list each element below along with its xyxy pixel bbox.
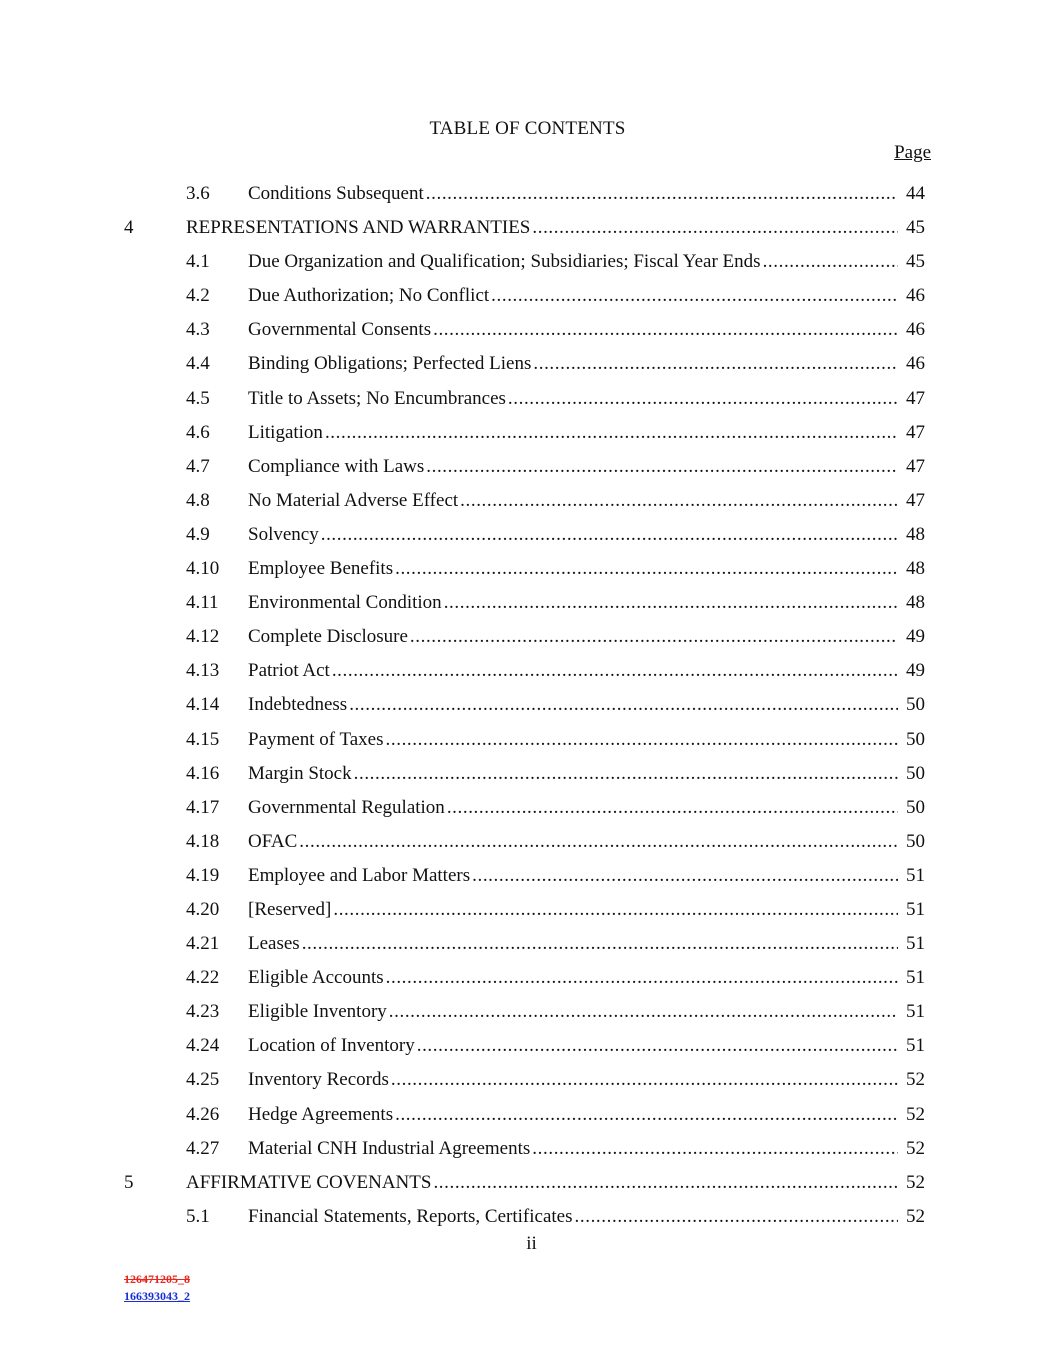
toc-entry-number: 4.21 xyxy=(186,933,220,955)
toc-entry-number: 4.6 xyxy=(186,421,210,443)
toc-entry-title-line xyxy=(248,893,898,927)
toc-entry-number: 4.16 xyxy=(186,762,220,784)
toc-entry-number: 4.7 xyxy=(186,455,210,477)
toc-entry-title-line xyxy=(248,450,898,484)
toc-entry-title: Due Organization and Qualification; Subsidiaries; Fiscal Year Ends xyxy=(248,251,761,273)
toc-section-entry[interactable] xyxy=(0,347,1055,381)
toc-entry-page: 44 xyxy=(906,183,925,204)
toc-section-entry[interactable] xyxy=(0,416,1055,450)
toc-entry-title: Title to Assets; No Encumbrances xyxy=(248,387,506,409)
toc-entry-page: 49 xyxy=(906,626,925,648)
toc-entry-title: Litigation xyxy=(248,421,323,443)
toc-dot-leader xyxy=(391,1063,898,1097)
toc-entry-title: Material CNH Industrial Agreements xyxy=(248,1137,531,1159)
toc-entry-title: Binding Obligations; Perfected Liens xyxy=(248,353,532,375)
toc-entry-title: Financial Statements, Reports, Certificates xyxy=(248,1205,573,1227)
toc-entry-title-line xyxy=(248,723,898,757)
toc-entry-title: [Reserved] xyxy=(248,898,332,920)
toc-dot-leader xyxy=(575,1200,898,1234)
toc-entry-title-line xyxy=(248,313,898,347)
toc-section-entry[interactable] xyxy=(0,484,1055,518)
toc-dot-leader xyxy=(433,313,898,347)
toc-entry-title-line xyxy=(186,211,898,245)
toc-entry-title-line xyxy=(248,382,898,416)
toc-dot-leader xyxy=(532,1132,898,1166)
toc-dot-leader xyxy=(417,1029,898,1063)
toc-section-entry[interactable] xyxy=(0,1132,1055,1166)
toc-dot-leader xyxy=(763,245,898,279)
page-column-header: Page xyxy=(894,142,931,163)
toc-entry-title-line xyxy=(248,586,898,620)
toc-entry-number: 4.1 xyxy=(186,251,210,273)
toc-dot-leader xyxy=(433,1166,898,1200)
toc-entry-number: 4.4 xyxy=(186,353,210,375)
toc-entry-title-line xyxy=(248,245,898,279)
toc-entry-title-line xyxy=(248,279,898,313)
toc-section-entry[interactable] xyxy=(0,859,1055,893)
toc-entry-number: 3.6 xyxy=(186,183,210,204)
toc-entry-page: 51 xyxy=(906,933,925,955)
toc-entry-number: 4.12 xyxy=(186,626,220,648)
toc-dot-leader xyxy=(321,518,898,552)
toc-entry-page: 51 xyxy=(906,1001,925,1023)
toc-article-entry[interactable] xyxy=(0,1166,1055,1200)
toc-entry-title: Location of Inventory xyxy=(248,1035,415,1057)
toc-entry-page: 50 xyxy=(906,830,925,852)
toc-dot-leader xyxy=(299,825,898,859)
toc-dot-leader xyxy=(395,552,898,586)
table-of-contents xyxy=(0,177,1055,1234)
toc-entry-page: 46 xyxy=(906,319,925,341)
toc-entry-number: 4.13 xyxy=(186,660,220,682)
toc-entry-page: 52 xyxy=(906,1069,925,1091)
toc-entry-page: 46 xyxy=(906,285,925,307)
toc-entry-number: 4.15 xyxy=(186,728,220,750)
toc-dot-leader xyxy=(333,893,898,927)
toc-entry-page: 52 xyxy=(906,1137,925,1159)
toc-dot-leader xyxy=(472,859,898,893)
document-id-deleted: 126471205_8 xyxy=(124,1272,190,1286)
toc-entry-title: Compliance with Laws xyxy=(248,455,425,477)
toc-entry-number: 4.3 xyxy=(186,319,210,341)
toc-dot-leader xyxy=(349,688,898,722)
toc-dot-leader xyxy=(389,995,898,1029)
toc-entry-title: Due Authorization; No Conflict xyxy=(248,285,490,307)
page-number: ii xyxy=(526,1233,537,1254)
toc-section-entry[interactable] xyxy=(0,552,1055,586)
toc-entry-title: Leases xyxy=(248,933,300,955)
toc-entry-page: 47 xyxy=(906,489,925,511)
toc-section-entry[interactable] xyxy=(0,450,1055,484)
toc-entry-title: Inventory Records xyxy=(248,1069,389,1091)
toc-entry-title: Indebtedness xyxy=(248,694,348,716)
toc-entry-page: 47 xyxy=(906,455,925,477)
page-title: TABLE OF CONTENTS xyxy=(429,118,626,139)
toc-entry-title: Eligible Inventory xyxy=(248,1001,387,1023)
toc-entry-title: OFAC xyxy=(248,830,298,852)
toc-entry-title: Governmental Consents xyxy=(248,319,432,341)
toc-entry-title-line xyxy=(248,995,898,1029)
toc-entry-number: 4.26 xyxy=(186,1103,220,1125)
toc-entry-page: 45 xyxy=(906,251,925,273)
toc-entry-title: Payment of Taxes xyxy=(248,728,384,750)
toc-entry-page: 52 xyxy=(906,1171,925,1193)
toc-entry-number: 4.10 xyxy=(186,558,220,580)
toc-entry-title: Hedge Agreements xyxy=(248,1103,394,1125)
toc-entry-number: 4.18 xyxy=(186,830,220,852)
toc-entry-title: Complete Disclosure xyxy=(248,626,408,648)
toc-section-entry[interactable] xyxy=(0,654,1055,688)
toc-section-entry[interactable] xyxy=(0,382,1055,416)
toc-entry-number: 4.23 xyxy=(186,1001,220,1023)
toc-entry-page: 51 xyxy=(906,864,925,886)
toc-section-entry[interactable] xyxy=(0,825,1055,859)
toc-entry-page: 49 xyxy=(906,660,925,682)
toc-entry-title: Patriot Act xyxy=(248,660,330,682)
toc-dot-leader xyxy=(444,586,898,620)
toc-section-entry[interactable] xyxy=(0,1200,1055,1234)
toc-dot-leader xyxy=(491,279,898,313)
toc-section-entry[interactable] xyxy=(0,995,1055,1029)
toc-entry-number: 4.17 xyxy=(186,796,220,818)
toc-section-entry[interactable] xyxy=(0,586,1055,620)
toc-section-entry[interactable] xyxy=(0,245,1055,279)
toc-section-entry[interactable] xyxy=(0,1029,1055,1063)
toc-entry-page: 51 xyxy=(906,967,925,989)
toc-dot-leader xyxy=(447,791,898,825)
document-id-inserted: 166393043_2 xyxy=(124,1289,190,1303)
toc-dot-leader xyxy=(460,484,898,518)
toc-entry-title: Solvency xyxy=(248,523,319,545)
toc-entry-number: 4.24 xyxy=(186,1035,220,1057)
toc-entry-number: 4.14 xyxy=(186,694,220,716)
toc-section-entry[interactable] xyxy=(0,961,1055,995)
toc-dot-leader xyxy=(302,927,898,961)
toc-entry-title: REPRESENTATIONS AND WARRANTIES xyxy=(186,217,531,239)
toc-section-entry[interactable] xyxy=(0,518,1055,552)
toc-entry-number: 4.25 xyxy=(186,1069,220,1091)
toc-entry-page: 51 xyxy=(906,1035,925,1057)
toc-entry-title-line xyxy=(248,552,898,586)
toc-dot-leader xyxy=(532,211,898,245)
toc-dot-leader xyxy=(325,416,898,450)
toc-dot-leader xyxy=(386,961,898,995)
toc-section-entry[interactable] xyxy=(0,723,1055,757)
toc-section-entry[interactable] xyxy=(0,279,1055,313)
toc-section-entry[interactable] xyxy=(0,927,1055,961)
toc-section-entry[interactable] xyxy=(0,791,1055,825)
toc-section-entry[interactable] xyxy=(0,1098,1055,1132)
toc-article-entry[interactable] xyxy=(0,211,1055,245)
toc-dot-leader xyxy=(426,177,898,211)
toc-entry-number: 4.27 xyxy=(186,1137,220,1159)
toc-dot-leader xyxy=(410,620,898,654)
toc-entry-title: Environmental Condition xyxy=(248,592,442,614)
toc-entry-page: 47 xyxy=(906,387,925,409)
toc-entry-title-line xyxy=(248,927,898,961)
toc-entry-number: 4.11 xyxy=(186,592,219,614)
toc-entry-title-line xyxy=(248,177,898,211)
toc-dot-leader xyxy=(354,757,898,791)
toc-entry-page: 48 xyxy=(906,558,925,580)
toc-entry-number: 5.1 xyxy=(186,1205,210,1227)
toc-entry-number: 4 xyxy=(124,217,134,239)
toc-entry-number: 4.19 xyxy=(186,864,220,886)
toc-entry-number: 4.5 xyxy=(186,387,210,409)
toc-section-entry[interactable] xyxy=(0,893,1055,927)
toc-section-entry[interactable] xyxy=(0,620,1055,654)
toc-entry-number: 4.20 xyxy=(186,898,220,920)
toc-section-entry[interactable] xyxy=(0,313,1055,347)
toc-entry-title-line xyxy=(248,1132,898,1166)
toc-entry-title-line xyxy=(248,518,898,552)
toc-entry-page: 52 xyxy=(906,1205,925,1227)
toc-section-entry[interactable] xyxy=(0,757,1055,791)
toc-entry-page: 48 xyxy=(906,523,925,545)
toc-entry-title: Employee and Labor Matters xyxy=(248,864,471,886)
toc-entry-page: 50 xyxy=(906,762,925,784)
toc-entry-page: 46 xyxy=(906,353,925,375)
toc-entry-title-line xyxy=(248,347,898,381)
toc-dot-leader xyxy=(426,450,898,484)
toc-entry-number: 4.9 xyxy=(186,523,210,545)
toc-dot-leader xyxy=(395,1098,898,1132)
toc-dot-leader xyxy=(508,382,898,416)
toc-entry-title: Margin Stock xyxy=(248,762,352,784)
toc-entry-title: No Material Adverse Effect xyxy=(248,489,459,511)
toc-entry-title-line xyxy=(248,1029,898,1063)
toc-entry-title-line xyxy=(248,654,898,688)
toc-entry-title-line xyxy=(248,688,898,722)
toc-entry-title-line xyxy=(248,1063,898,1097)
toc-entry-number: 5 xyxy=(124,1171,134,1193)
toc-entry-page: 52 xyxy=(906,1103,925,1125)
toc-entry-title-line xyxy=(248,416,898,450)
toc-entry-title-line xyxy=(248,961,898,995)
toc-entry-page: 48 xyxy=(906,592,925,614)
toc-entry-title-line xyxy=(248,825,898,859)
toc-entry-page: 51 xyxy=(906,898,925,920)
toc-entry-page: 50 xyxy=(906,728,925,750)
toc-entry-title-line xyxy=(186,1166,898,1200)
toc-entry-title-line xyxy=(248,791,898,825)
toc-section-entry[interactable] xyxy=(0,1063,1055,1097)
toc-entry-number: 4.8 xyxy=(186,489,210,511)
toc-entry-page: 50 xyxy=(906,796,925,818)
toc-entry-title: AFFIRMATIVE COVENANTS xyxy=(186,1171,432,1193)
toc-entry-page: 50 xyxy=(906,694,925,716)
toc-entry-title: Employee Benefits xyxy=(248,558,394,580)
toc-dot-leader xyxy=(386,723,898,757)
toc-entry-title-line xyxy=(248,1098,898,1132)
toc-dot-leader xyxy=(533,347,898,381)
toc-entry-title: Governmental Regulation xyxy=(248,796,445,818)
toc-entry-page: 47 xyxy=(906,421,925,443)
toc-entry-title-line xyxy=(248,757,898,791)
toc-entry-number: 4.2 xyxy=(186,285,210,307)
toc-dot-leader xyxy=(332,654,898,688)
toc-entry-title: Conditions Subsequent xyxy=(248,183,424,204)
toc-entry-title-line xyxy=(248,484,898,518)
toc-entry-title-line xyxy=(248,620,898,654)
toc-entry-title-line xyxy=(248,859,898,893)
toc-section-entry[interactable] xyxy=(0,688,1055,722)
toc-entry-page: 45 xyxy=(906,217,925,239)
toc-entry-number: 4.22 xyxy=(186,967,220,989)
toc-entry-title: Eligible Accounts xyxy=(248,967,384,989)
toc-entry-title-line xyxy=(248,1200,898,1234)
toc-section-entry[interactable] xyxy=(0,177,1055,211)
